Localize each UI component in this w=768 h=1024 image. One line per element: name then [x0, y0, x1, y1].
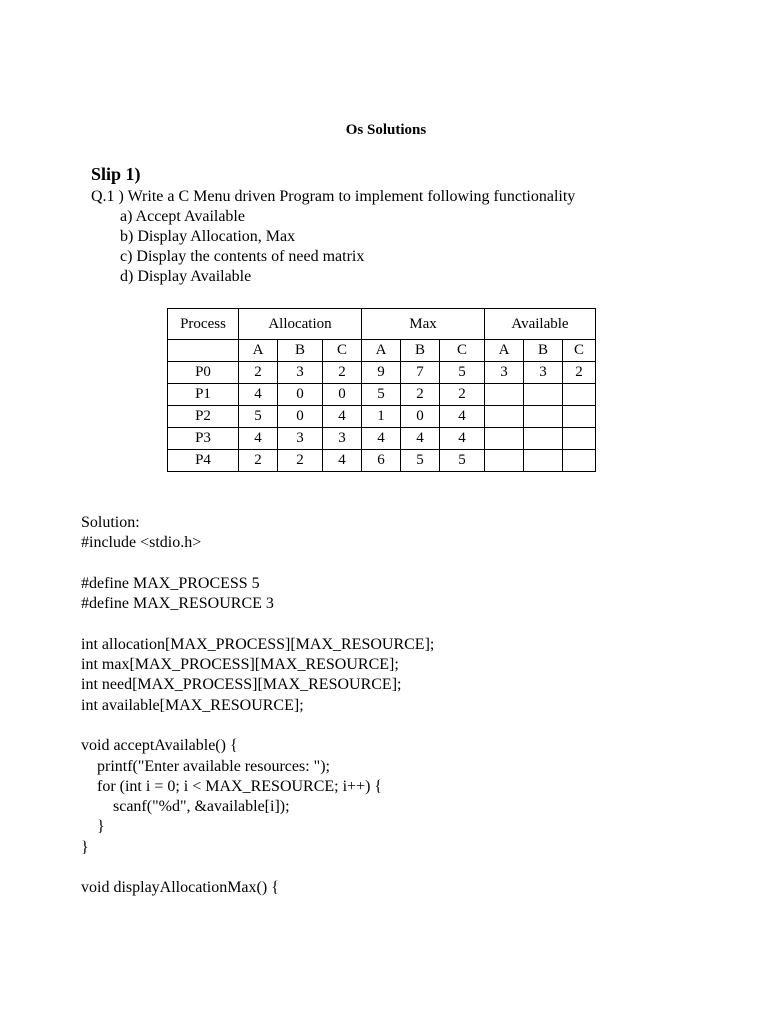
code-line: [81, 554, 434, 574]
table-row: [168, 406, 596, 428]
table-cell: A: [362, 340, 401, 362]
solution-code-block: [81, 513, 434, 899]
table-cell: [524, 428, 563, 450]
resource-table-wrapper: [167, 308, 596, 472]
code-line: int available[MAX_RESOURCE];: [81, 696, 304, 714]
table-cell: C: [563, 340, 596, 362]
code-line: }: [81, 818, 105, 836]
question-option: a) Accept Available: [120, 208, 245, 225]
table-cell: A: [485, 340, 524, 362]
question-option: b) Display Allocation, Max: [120, 228, 296, 245]
table-cell: 5: [401, 450, 440, 472]
table-cell: 4: [323, 406, 362, 428]
code-line: }: [81, 838, 89, 856]
table-cell: 0: [323, 384, 362, 406]
table-cell: 1: [362, 406, 401, 428]
table-cell: P4: [168, 450, 239, 472]
table-cell: B: [401, 340, 440, 362]
table-cell: 2: [401, 384, 440, 406]
table-cell: 5: [239, 406, 278, 428]
table-cell: 4: [239, 384, 278, 406]
table-cell: [168, 340, 239, 362]
table-cell: 4: [362, 428, 401, 450]
table-row: [168, 362, 596, 384]
table-cell: 2: [239, 362, 278, 384]
table-cell: 5: [362, 384, 401, 406]
table-cell: 0: [278, 406, 323, 428]
header-max: Max: [362, 309, 485, 340]
question-option: d) Display Available: [120, 268, 252, 285]
code-line: #define MAX_PROCESS 5: [81, 574, 260, 592]
code-line: [81, 614, 434, 634]
code-line: int allocation[MAX_PROCESS][MAX_RESOURCE];: [81, 635, 435, 653]
resource-table: [167, 308, 596, 472]
table-cell: P3: [168, 428, 239, 450]
question-block: [91, 187, 575, 287]
code-line: for (int i = 0; i < MAX_RESOURCE; i++) {: [81, 777, 383, 795]
table-cell: 3: [278, 428, 323, 450]
code-line: scanf("%d", &available[i]);: [81, 798, 290, 816]
table-cell: 4: [440, 406, 485, 428]
code-line: printf("Enter available resources: ");: [81, 757, 330, 775]
header-allocation: Allocation: [239, 309, 362, 340]
table-cell: [563, 406, 596, 428]
table-cell: B: [278, 340, 323, 362]
table-cell: 4: [440, 428, 485, 450]
table-cell: [563, 450, 596, 472]
table-cell: 6: [362, 450, 401, 472]
code-line: int max[MAX_PROCESS][MAX_RESOURCE];: [81, 656, 399, 674]
header-process: Process: [168, 309, 239, 340]
table-cell: [524, 450, 563, 472]
code-line: void displayAllocationMax() {: [81, 879, 279, 897]
code-line: #include <stdio.h>: [81, 534, 202, 552]
table-cell: 3: [485, 362, 524, 384]
table-cell: 4: [239, 428, 278, 450]
table-cell: 2: [278, 450, 323, 472]
table-cell: 2: [239, 450, 278, 472]
table-cell: P1: [168, 384, 239, 406]
question-text: Q.1 ) Write a C Menu driven Program to implement following functionality: [91, 188, 576, 205]
table-cell: [485, 406, 524, 428]
table-cell: C: [323, 340, 362, 362]
code-line: int need[MAX_PROCESS][MAX_RESOURCE];: [81, 676, 402, 694]
code-line: #define MAX_RESOURCE 3: [81, 595, 274, 613]
code-line: [81, 858, 434, 878]
table-cell: [524, 406, 563, 428]
table-cell: A: [239, 340, 278, 362]
table-cell: P2: [168, 406, 239, 428]
table-cell: [524, 384, 563, 406]
table-cell: 2: [563, 362, 596, 384]
table-cell: [563, 384, 596, 406]
table-cell: 0: [401, 406, 440, 428]
table-cell: 5: [440, 362, 485, 384]
code-line: [81, 716, 434, 736]
code-line: Solution:: [81, 514, 140, 531]
table-cell: 0: [278, 384, 323, 406]
header-available: Available: [485, 309, 596, 340]
table-cell: P0: [168, 362, 239, 384]
table-cell: 2: [440, 384, 485, 406]
table-group-header-row: [168, 309, 596, 340]
question-option: c) Display the contents of need matrix: [120, 248, 365, 265]
table-cell: 4: [401, 428, 440, 450]
table-row: [168, 428, 596, 450]
table-row: [168, 450, 596, 472]
code-line: void acceptAvailable() {: [81, 737, 238, 755]
document-title: Os Solutions: [345, 122, 427, 138]
table-cell: 7: [401, 362, 440, 384]
table-row: [168, 384, 596, 406]
table-cell: [485, 428, 524, 450]
slip-heading: Slip 1): [91, 164, 141, 184]
table-cell: [485, 384, 524, 406]
table-cell: 3: [278, 362, 323, 384]
table-cell: C: [440, 340, 485, 362]
table-cell: 4: [323, 450, 362, 472]
table-cell: 5: [440, 450, 485, 472]
table-cell: 3: [524, 362, 563, 384]
table-cell: B: [524, 340, 563, 362]
table-cell: [563, 428, 596, 450]
table-sub-header-row: [168, 340, 596, 362]
table-cell: 9: [362, 362, 401, 384]
table-cell: 3: [323, 428, 362, 450]
table-cell: 2: [323, 362, 362, 384]
table-cell: [485, 450, 524, 472]
